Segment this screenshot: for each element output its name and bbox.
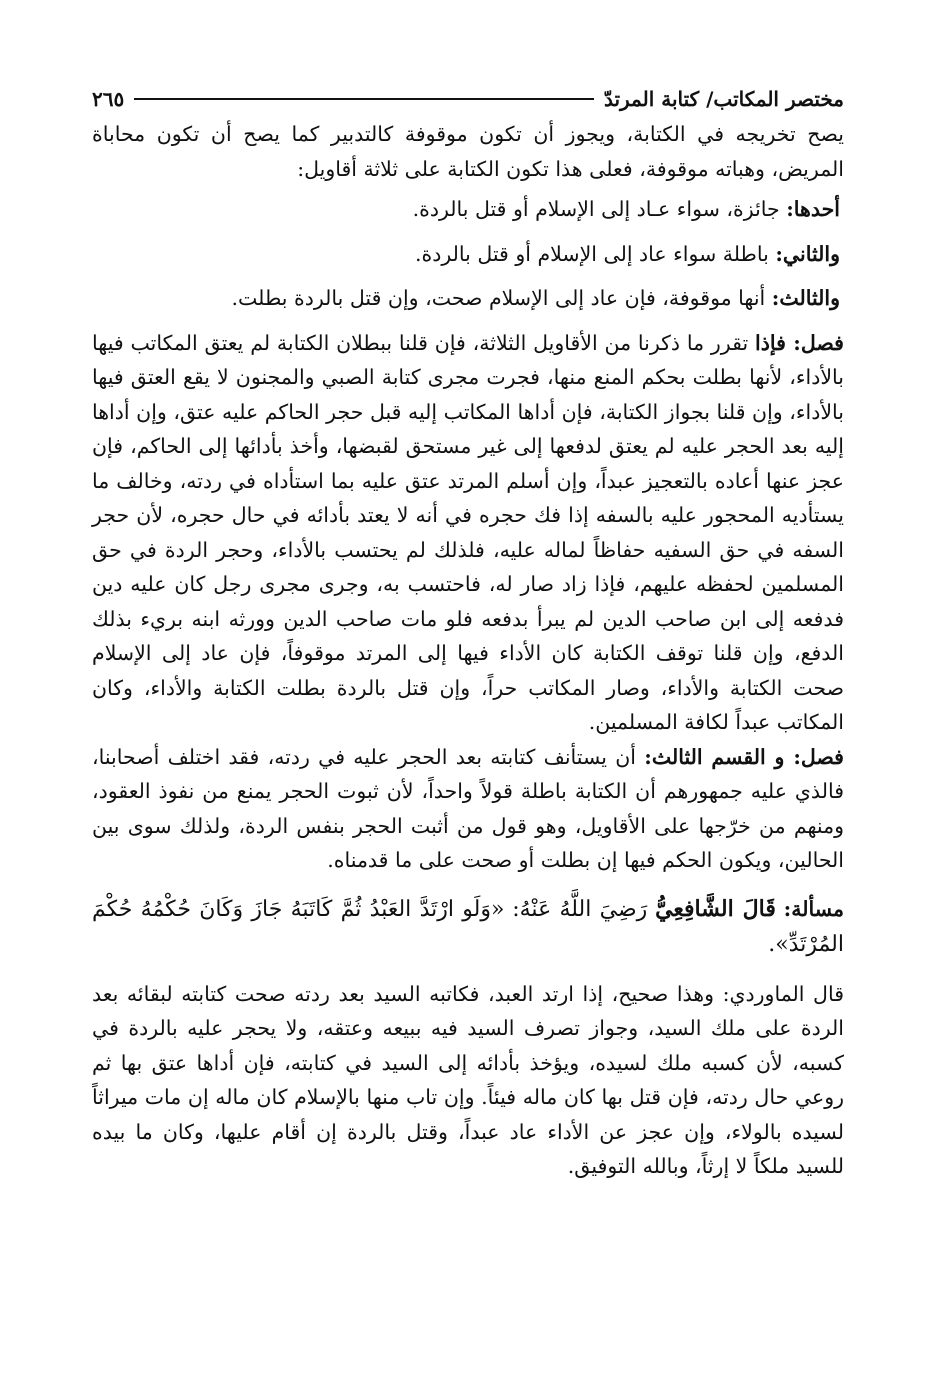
- intro-paragraph: يصح تخريجه في الكتابة، ويجوز أن تكون موقوفة كالتدبير كما يصح أن تكون محاباة المريض، وهباته موقوفة، فعلى هذا تكون الكتابة على ثلاثة أقاويل:: [92, 122, 844, 181]
- spacer: [92, 878, 844, 892]
- masala-label: مسألة:: [783, 896, 844, 921]
- saying-second-text: باطلة سواء عاد إلى الإسلام أو قتل بالردة.: [414, 241, 769, 266]
- section-one-paragraph: [92, 326, 844, 740]
- saying-first-text: جائزة، سواء عـاد إلى الإسلام أو قتل بالردة.: [412, 197, 780, 221]
- section-two-text: أن يستأنف كتابته بعد الحجر عليه في ردته، فقد اختلف أصحابنا، فالذي عليه جمهورهم أن الكتابة باطلة قولاً واحداً، لأن ثبوت الحجر يمنع من نفوذ العقود، ومنهم من خرّجها على الأقاويل، وهو قول من أثبت الحجر بنفس الردة، ولذلك سوى بين الحالين، ويكون الحكم فيها إن بطلت أو صحت على ما قدمناه.: [92, 744, 844, 872]
- closing-paragraph: قال الماوردي: وهذا صحيح، إذا ارتد العبد، فكاتبه السيد بعد ردته صحت كتابته لبقائه بعد الردة على ملك السيد، وجواز تصرف السيد فيه ببيعه وعتقه، ولا يحجر عليه بالردة في كسبه، لأن كسبه ملك لسيده، ويؤخذ بأدائه إلى السيد في كتابته، فإن أداها عتق بها ثم روعي حال ردته، فإن قتل بها كان ماله فيئاً. وإن تاب منها بالإسلام كان ماله إن مات ميراثاً لسيده بالولاء، وإن عجز عن الأداء عاد عبداً، وقتل بالردة إن أقام عليها، وكان ما بيده للسيد ملكاً لا إرثاً، وبالله التوفيق.: [92, 981, 844, 1178]
- saying-second-label: والثاني:: [775, 241, 840, 266]
- running-title: مختصر المكاتب/ كتابة المرتدّ: [603, 87, 844, 111]
- section-one-label: فصل: فإذا: [755, 330, 844, 355]
- section-two-paragraph: [92, 740, 844, 878]
- page-body: [92, 117, 844, 1184]
- saying-third-label: والثالث:: [771, 286, 840, 310]
- header-rule: [134, 98, 594, 100]
- saying-first-label: أحدها:: [786, 197, 840, 221]
- page-number: ٢٦٥: [92, 87, 125, 111]
- section-one-text: تقرر ما ذكرنا من الأقاويل الثلاثة، فإن قلنا ببطلان الكتابة لم يعتق المكاتب فيها بالأداء، لأنها بطلت بحكم المنع منها، فجرت مجرى كتابة الصبي والمجنون لا يقع العتق فيها بالأداء، وإن قلنا بجواز الكتابة، فإن أداها المكاتب إليه قبل حجر الحاكم عليه عتق، وإن أداها إليه بعد الحجر عليه لم يعتق لدفعها إلى غير مستحق لقبضها، وأخذ بأدائها إلى الحاكم، فإن عجز عنها أعاده بالتعجيز عبداً، وإن أسلم المرتد عتق عليه بما استأداه في ردته، وخالف ما يستأديه المحجور عليه بالسفه إذا فك حجره في أنه لا يعتد بأدائه في حال حجره، لأن حجر السفه في حق السفيه حفاظاً لماله عليه، فلذلك لم يحتسب بالأداء، وحجر الردة في حق المسلمين لحفظه عليهم، فإذا زاد صار له، فاحتسب به، وجرى مجرى رجل كان عليه دين فدفعه إلى ابن صاحب الدين لم يبرأ بدفعه فلو مات صاحب الدين وورثه ابنه بريء بذلك الدفع، وإن قلنا توقف الكتابة كان الأداء فيها إلى المرتد موقوفاً، فإن عاد إلى الإسلام صحت الكتابة والأداء، وصار المكاتب حراً، وإن قتل بالردة بطلت الكتابة والأداء، وكان المكاتب عبداً لكافة المسلمين.: [92, 330, 844, 734]
- masala-quote: «وَلَو ارْتَدَّ العَبْدُ ثُمَّ كَاتَبَهُ جَازَ وَكَانَ حُكْمُهُ حُكْمَ المُرْتَدِّ».: [92, 896, 844, 957]
- saying-first: [92, 192, 844, 227]
- masala-paragraph: [92, 892, 844, 963]
- saying-third: [92, 281, 844, 316]
- masala-speaker: قَالَ الشَّافِعِيُّ: [655, 895, 776, 922]
- masala-honorific: رَضِيَ اللَّهُ عَنْهُ:: [512, 896, 648, 922]
- section-two-label: فصل: و القسم الثالث:: [644, 744, 844, 769]
- spacer: [92, 963, 844, 977]
- saying-third-text: أنها موقوفة، فإن عاد إلى الإسلام صحت، وإن قتل بالردة بطلت.: [231, 286, 766, 310]
- running-header: [92, 84, 844, 114]
- saying-second: [92, 237, 844, 272]
